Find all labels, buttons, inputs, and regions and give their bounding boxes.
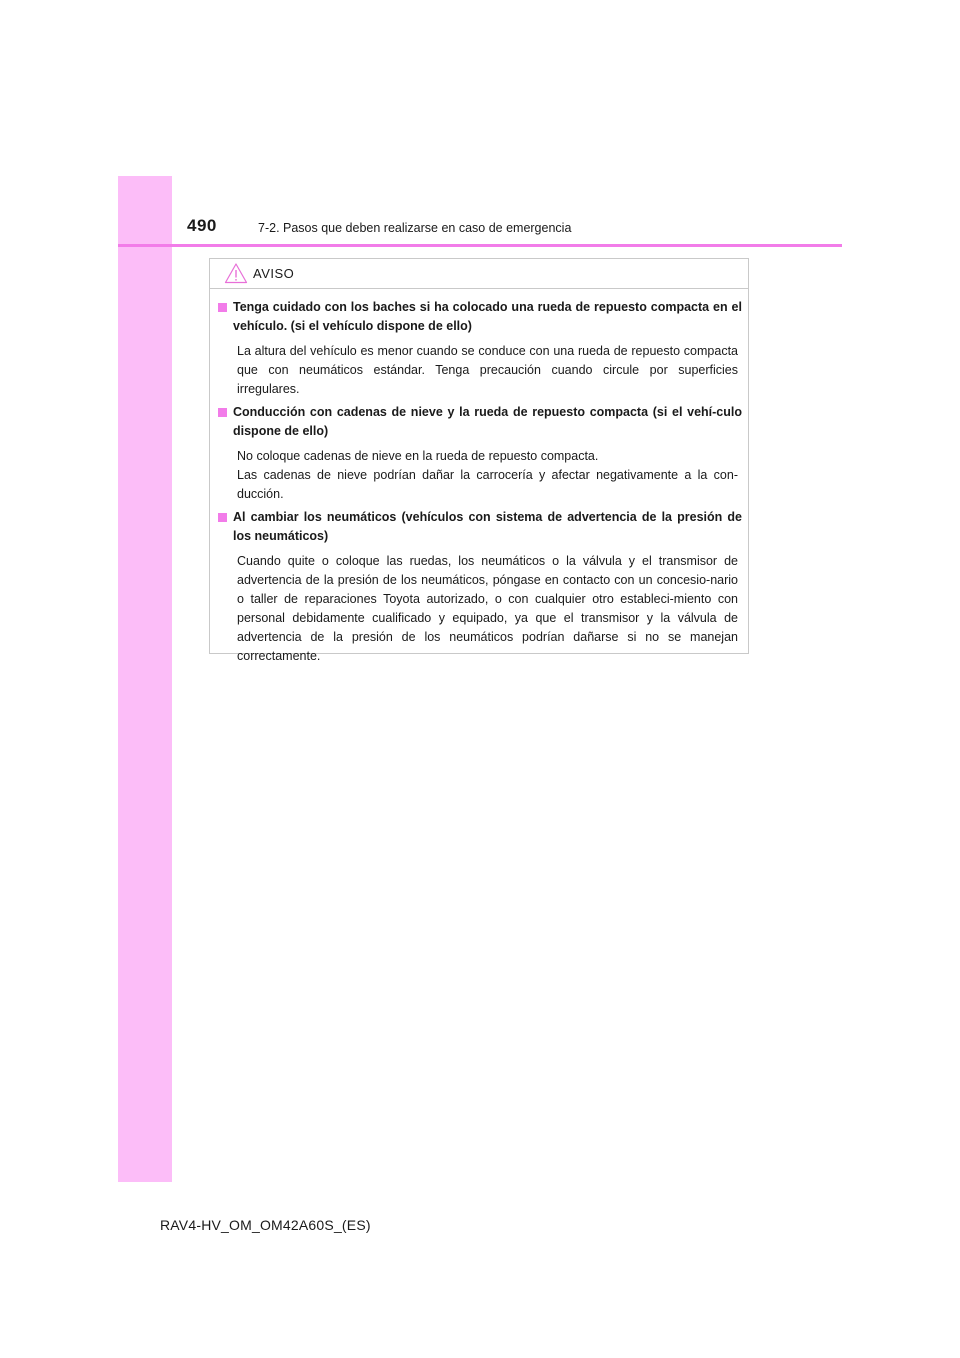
warning-items bbox=[210, 289, 748, 666]
warning-label: AVISO bbox=[253, 266, 295, 281]
warning-item-paragraph: Cuando quite o coloque las ruedas, los neumáticos o la válvula y el transmisor de advertencia de la presión de los neumáticos, póngase en contacto con un concesio-nario o taller de reparaciones Toyota autorizado, o con cualquier otro estableci-miento con personal debidamente cualificado y equipado, ya que el transmisor y la válvula de advertencia de la presión de los neumáticos podrían dañarse si no se manejan correctamente. bbox=[237, 554, 738, 663]
document-code: RAV4-HV_OM_OM42A60S_(ES) bbox=[160, 1217, 371, 1233]
warning-triangle-icon bbox=[224, 262, 248, 284]
warning-item-body bbox=[218, 546, 742, 666]
warning-item bbox=[218, 508, 742, 666]
warning-item-title: Tenga cuidado con los baches si ha colocado una rueda de repuesto compacta en el vehículo. (si el vehículo dispone de ello) bbox=[233, 300, 742, 333]
warning-header bbox=[210, 259, 748, 289]
warning-box bbox=[209, 258, 749, 663]
side-thumb-band bbox=[118, 176, 172, 1182]
warning-item-paragraph: No coloque cadenas de nieve en la rueda de repuesto compacta. bbox=[237, 449, 599, 463]
header-rule bbox=[118, 244, 842, 247]
warning-item bbox=[218, 298, 742, 399]
section-title: 7-2. Pasos que deben realizarse en caso de emergencia bbox=[258, 221, 572, 235]
pink-square-bullet-icon bbox=[218, 408, 227, 417]
pink-square-bullet-icon bbox=[218, 513, 227, 522]
warning-item-title: Conducción con cadenas de nieve y la rueda de repuesto compacta (si el vehí-culo dispone de ello) bbox=[233, 405, 742, 438]
warning-item bbox=[218, 403, 742, 504]
warning-item-body bbox=[218, 336, 742, 399]
warning-item-body bbox=[218, 441, 742, 504]
page-number: 490 bbox=[187, 216, 217, 235]
warning-item-paragraph: Las cadenas de nieve podrían dañar la carrocería y afectar negativamente a la con-ducción. bbox=[237, 468, 738, 501]
warning-item-paragraph: La altura del vehículo es menor cuando se conduce con una rueda de repuesto compacta que con neumáticos estándar. Tenga precaución cuando circule por superficies irregulares. bbox=[237, 344, 738, 396]
pink-square-bullet-icon bbox=[218, 303, 227, 312]
warning-item-title: Al cambiar los neumáticos (vehículos con sistema de advertencia de la presión de los neumáticos) bbox=[233, 510, 742, 543]
